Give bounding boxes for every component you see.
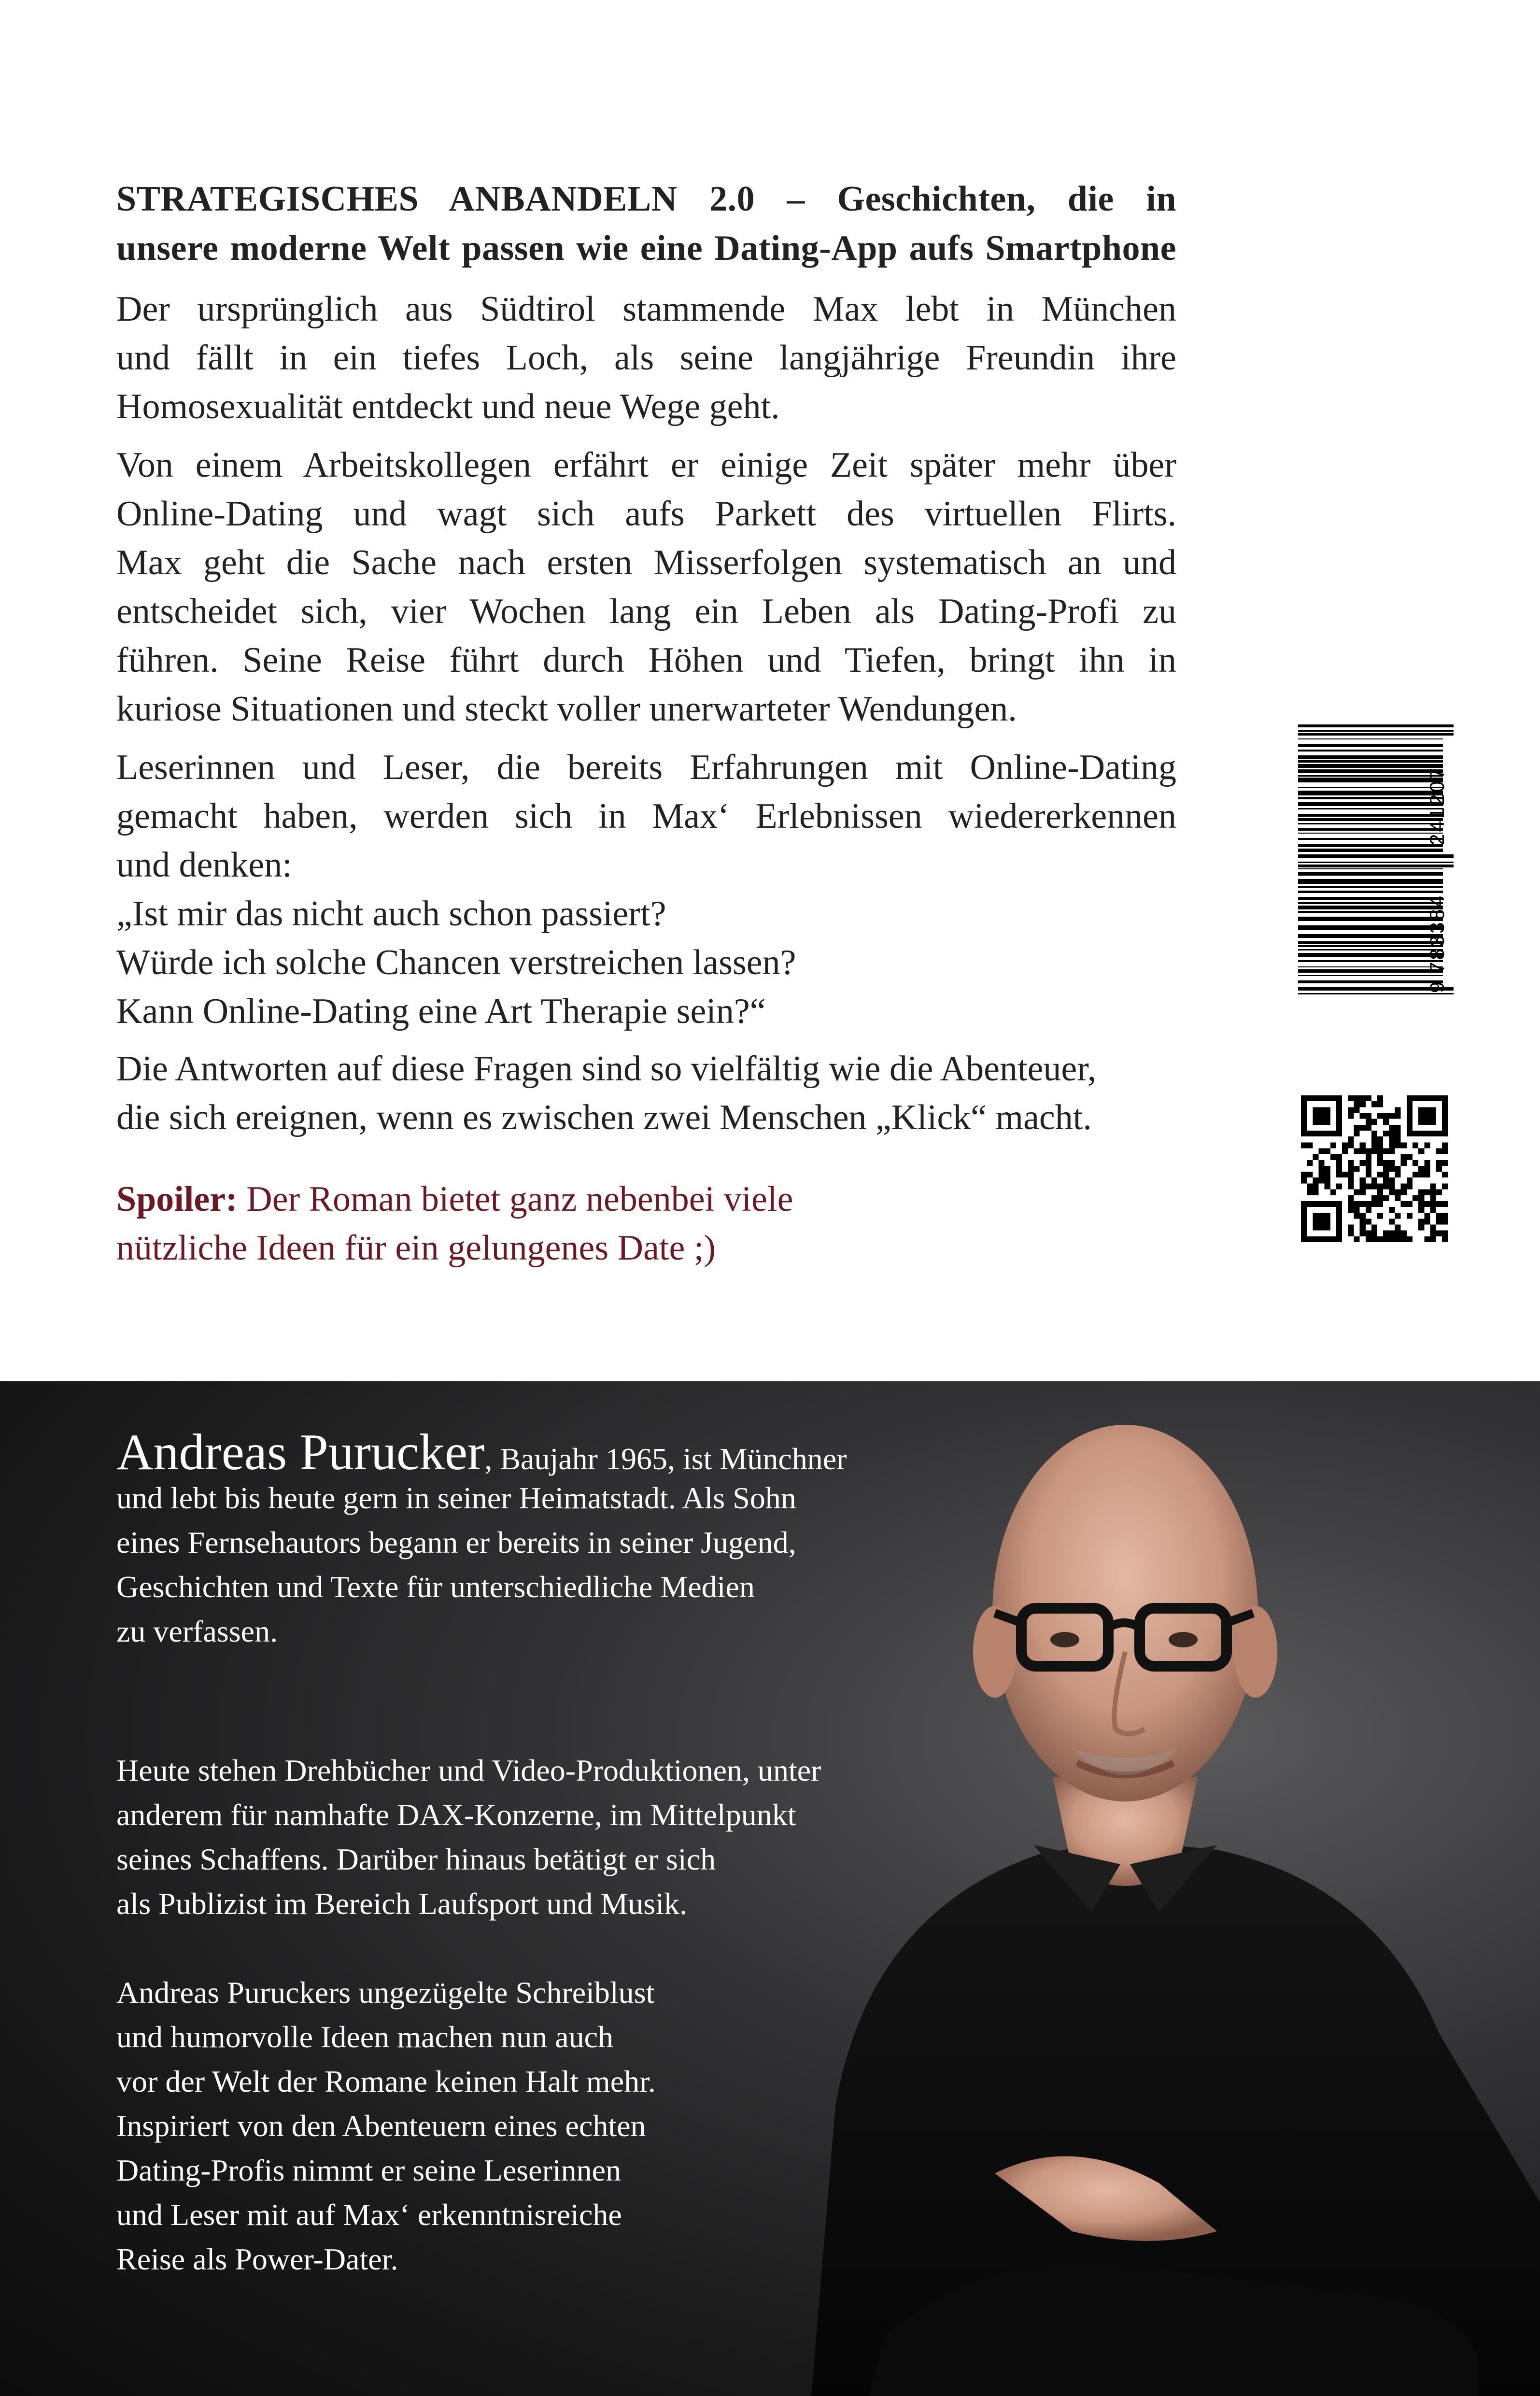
author-bio-3 bbox=[116, 1971, 966, 2282]
text-line: eines Fernsehautors begann er bereits in seiner Jugend, bbox=[116, 1525, 796, 1560]
text-line: Homosexualität entdeckt und neue Wege geht. bbox=[116, 387, 780, 426]
heading-line: STRATEGISCHES ANBANDELN 2.0 – Geschichten, die in bbox=[116, 179, 1176, 219]
qr-code-icon bbox=[1301, 1095, 1448, 1242]
text-line: Andreas Puruckers ungezügelte Schreiblust bbox=[116, 1975, 655, 2010]
author-name: Andreas Purucker bbox=[116, 1424, 485, 1480]
paragraph-4 bbox=[116, 1045, 1176, 1142]
text-line: als Publizist im Bereich Laufsport und Musik. bbox=[116, 1886, 688, 1921]
text-line: und humorvolle Ideen machen nun auch bbox=[116, 2020, 613, 2054]
barcode-digits-right: 241207 bbox=[1426, 766, 1448, 845]
author-bio-2 bbox=[116, 1748, 966, 1926]
text-line: Dating-Profis nimmt er seine Leserinnen bbox=[116, 2153, 622, 2187]
text-line: Kann Online-Dating eine Art Therapie sein?“ bbox=[116, 992, 766, 1031]
text-line: vor der Welt der Romane keinen Halt mehr. bbox=[116, 2064, 656, 2098]
blurb-heading bbox=[116, 175, 1176, 273]
paragraph-3 bbox=[116, 743, 1176, 1036]
spoiler-label: Spoiler: bbox=[116, 1179, 238, 1219]
text-line: Der ursprünglich aus Südtirol stammende Max lebt in München bbox=[116, 289, 1176, 329]
text-line: und Leser mit auf Max‘ erkenntnisreiche bbox=[116, 2198, 622, 2232]
text-line: Die Antworten auf diese Fragen sind so vielfältig wie die Abenteuer, bbox=[116, 1049, 1097, 1089]
text-line: Leserinnen und Leser, die bereits Erfahrungen mit Online-Dating bbox=[116, 748, 1176, 787]
text-line: und lebt bis heute gern in seiner Heimatstadt. Als Sohn bbox=[116, 1481, 796, 1515]
text-line: anderem für namhafte DAX-Konzerne, im Mittelpunkt bbox=[116, 1798, 796, 1832]
spoiler-text: nützliche Ideen für ein gelungenes Date ;) bbox=[116, 1228, 716, 1268]
author-intro-text: , Baujahr 1965, ist Münchner bbox=[484, 1442, 847, 1476]
text-line: gemacht haben, werden sich in Max‘ Erlebnissen wiedererkennen bbox=[116, 796, 1176, 836]
text-line: kuriose Situationen und steckt voller unerwarteter Wendungen. bbox=[116, 689, 1017, 729]
text-line: die sich ereignen, wenn es zwischen zwei Menschen „Klick“ macht. bbox=[116, 1098, 1092, 1137]
barcode-digits bbox=[1428, 724, 1457, 995]
heading-line: unsere moderne Welt passen wie eine Dating-App aufs Smartphone bbox=[116, 228, 1176, 268]
spoiler-note bbox=[116, 1175, 1176, 1273]
text-line: führen. Seine Reise führt durch Höhen und Tiefen, bringt ihn in bbox=[116, 640, 1176, 680]
text-line: zu verfassen. bbox=[116, 1614, 278, 1648]
text-line: Max geht die Sache nach ersten Misserfolgen systematisch an und bbox=[116, 543, 1176, 582]
text-line: entscheidet sich, vier Wochen lang ein Leben als Dating-Profi zu bbox=[116, 592, 1176, 631]
text-line: Heute stehen Drehbücher und Video-Produktionen, unter bbox=[116, 1753, 821, 1787]
author-intro bbox=[116, 1423, 966, 1481]
text-line: seines Schaffens. Darüber hinaus betätigt er sich bbox=[116, 1842, 716, 1876]
text-line: Inspiriert von den Abenteuern eines echten bbox=[116, 2109, 646, 2143]
text-line: Von einem Arbeitskollegen erfährt er einige Zeit später mehr über bbox=[116, 445, 1176, 485]
barcode-digits-middle: 783384 bbox=[1426, 893, 1448, 973]
text-line: Online-Dating und wagt sich aufs Parkett des virtuellen Flirts. bbox=[116, 494, 1176, 534]
author-bio-1 bbox=[116, 1476, 966, 1654]
text-line: Geschichten und Texte für unterschiedliche Medien bbox=[116, 1570, 755, 1604]
spoiler-text: Der Roman bietet ganz nebenbei viele bbox=[237, 1179, 793, 1219]
author-section bbox=[0, 1381, 1540, 2396]
text-line: Würde ich solche Chancen verstreichen lassen? bbox=[116, 943, 796, 982]
text-line: und fällt in ein tiefes Loch, als seine langjährige Freundin ihre bbox=[116, 338, 1176, 378]
paragraph-1 bbox=[116, 285, 1176, 431]
text-line: und denken: bbox=[116, 845, 292, 885]
text-line: Reise als Power-Dater. bbox=[116, 2242, 398, 2276]
paragraph-2 bbox=[116, 441, 1176, 734]
barcode-digit-left: 9 bbox=[1426, 981, 1448, 993]
text-line: „Ist mir das nicht auch schon passiert? bbox=[116, 894, 666, 934]
